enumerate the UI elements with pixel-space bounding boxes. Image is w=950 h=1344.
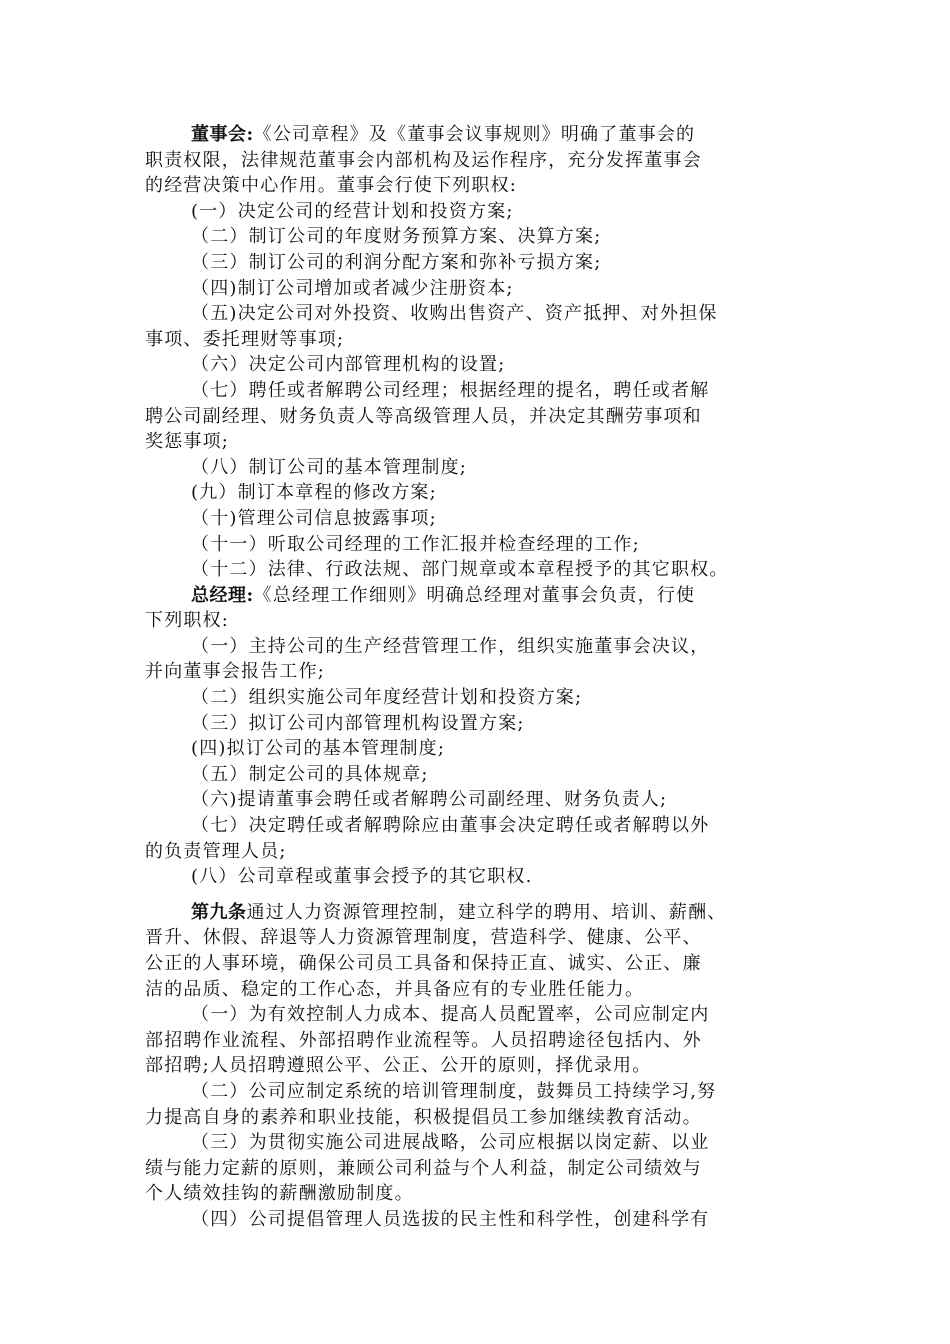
article9-line-2: 晋升、休假、辞退等人力资源管理制度，营造科学、健康、公平、: [145, 927, 702, 949]
board-item-8: （八）制订公司的基本管理制度;: [191, 456, 468, 478]
board-item-12: （十二）法律、行政法规、部门规章或本章程授予的其它职权。: [191, 559, 729, 581]
article9-item-3-cont-2: 个人绩效挂钩的薪酬激励制度。: [145, 1183, 414, 1205]
gm-item-3: （三）拟订公司内部管理机构设置方案;: [191, 712, 525, 734]
board-item-7: （七）聘任或者解聘公司经理；根据经理的提名，聘任或者解: [191, 379, 710, 401]
board-item-3: （三）制订公司的利润分配方案和弥补亏损方案;: [191, 251, 602, 273]
article9-item-2-cont: 力提高自身的素养和职业技能，积极提倡员工参加继续教育活动。: [145, 1106, 702, 1128]
article9-item-1-cont-1: 部招聘作业流程、外部招聘作业流程等。人员招聘途径包括内、外: [145, 1029, 702, 1051]
board-intro-line-3: 的经营决策中心作用。董事会行使下列职权:: [145, 175, 518, 197]
board-intro-text: 《公司章程》及《董事会议事规则》明确了董事会的: [253, 124, 696, 145]
board-item-4: （四)制订公司增加或者减少注册资本;: [191, 277, 514, 299]
board-item-6: （六）决定公司内部管理机构的设置;: [191, 354, 506, 376]
article9-line-4: 洁的品质、稳定的工作心态，并具备应有的专业胜任能力。: [145, 978, 645, 1000]
board-item-1: (一）决定公司的经营计划和投资方案;: [191, 200, 514, 222]
board-item-7-cont-2: 奖惩事项;: [145, 431, 230, 453]
board-item-2: （二）制订公司的年度财务预算方案、决算方案;: [191, 226, 602, 248]
gm-intro-text: 《总经理工作细则》明确总经理对董事会负责，行使: [253, 584, 696, 606]
board-intro-line-1: [145, 122, 810, 148]
board-item-11: （十一）听取公司经理的工作汇报并检查经理的工作;: [191, 533, 640, 555]
gm-intro-line-1: [145, 583, 810, 609]
section-gap: [145, 890, 810, 900]
gm-item-7-cont: 的负责管理人员;: [145, 840, 287, 862]
article9-heading: 第九条: [191, 901, 247, 923]
article9-item-4: （四）公司提倡管理人员选拔的民主性和科学性，创建科学有: [191, 1208, 710, 1230]
board-intro-line-2: 职责权限，法律规范董事会内部机构及运作程序，充分发挥董事会: [145, 149, 702, 171]
gm-item-4: (四)拟订公司的基本管理制度;: [191, 738, 446, 760]
board-item-9: (九）制订本章程的修改方案;: [191, 482, 437, 504]
gm-item-7: （七）决定聘任或者解聘除应由董事会决定聘任或者解聘以外: [191, 815, 710, 837]
document-body: [145, 122, 810, 1233]
gm-intro-line-2: 下列职权:: [145, 610, 230, 632]
article9-item-3: （三）为贯彻实施公司进展战略，公司应根据以岗定薪、以业: [191, 1132, 710, 1154]
article9-item-1-cont-2: 部招聘;人员招聘遵照公平、公正、公开的原则，择优录用。: [145, 1055, 652, 1077]
article9-item-2: （二）公司应制定系统的培训管理制度，鼓舞员工持续学习,努: [191, 1080, 717, 1102]
gm-item-1: （一）主持公司的生产经营管理工作，组织实施董事会决议，: [191, 635, 710, 657]
article9-item-1: （一）为有效控制人力成本、提高人员配置率，公司应制定内: [191, 1004, 710, 1026]
gm-item-8: (八）公司章程或董事会授予的其它职权.: [191, 866, 533, 888]
article9-text-1: 通过人力资源管理控制，建立科学的聘用、培训、薪酬、: [246, 901, 727, 923]
gm-item-5: （五）制定公司的具体规章;: [191, 763, 429, 785]
gm-heading: 总经理:: [191, 584, 254, 606]
article9-line-3: 公正的人事环境，确保公司员工具备和保持正直、诚实、公正、廉: [145, 953, 702, 974]
gm-item-1-cont: 并向董事会报告工作;: [145, 661, 326, 683]
gm-item-2: （二）组织实施公司年度经营计划和投资方案;: [191, 687, 583, 709]
gm-item-6: （六)提请董事会聘任或者解聘公司副经理、财务负责人;: [191, 789, 668, 811]
board-item-5-cont: 事项、委托理财等事项;: [145, 328, 345, 350]
board-item-10: （十)管理公司信息披露事项;: [191, 507, 437, 529]
board-item-5: （五)决定公司对外投资、收购出售资产、资产抵押、对外担保: [191, 303, 718, 325]
board-heading: 董事会:: [191, 124, 254, 145]
article9-line-1: [145, 900, 810, 926]
article9-item-3-cont-1: 绩与能力定薪的原则，兼顾公司利益与个人利益，制定公司绩效与: [145, 1157, 702, 1179]
board-item-7-cont-1: 聘公司副经理、财务负责人等高级管理人员，并决定其酬劳事项和: [145, 405, 702, 427]
